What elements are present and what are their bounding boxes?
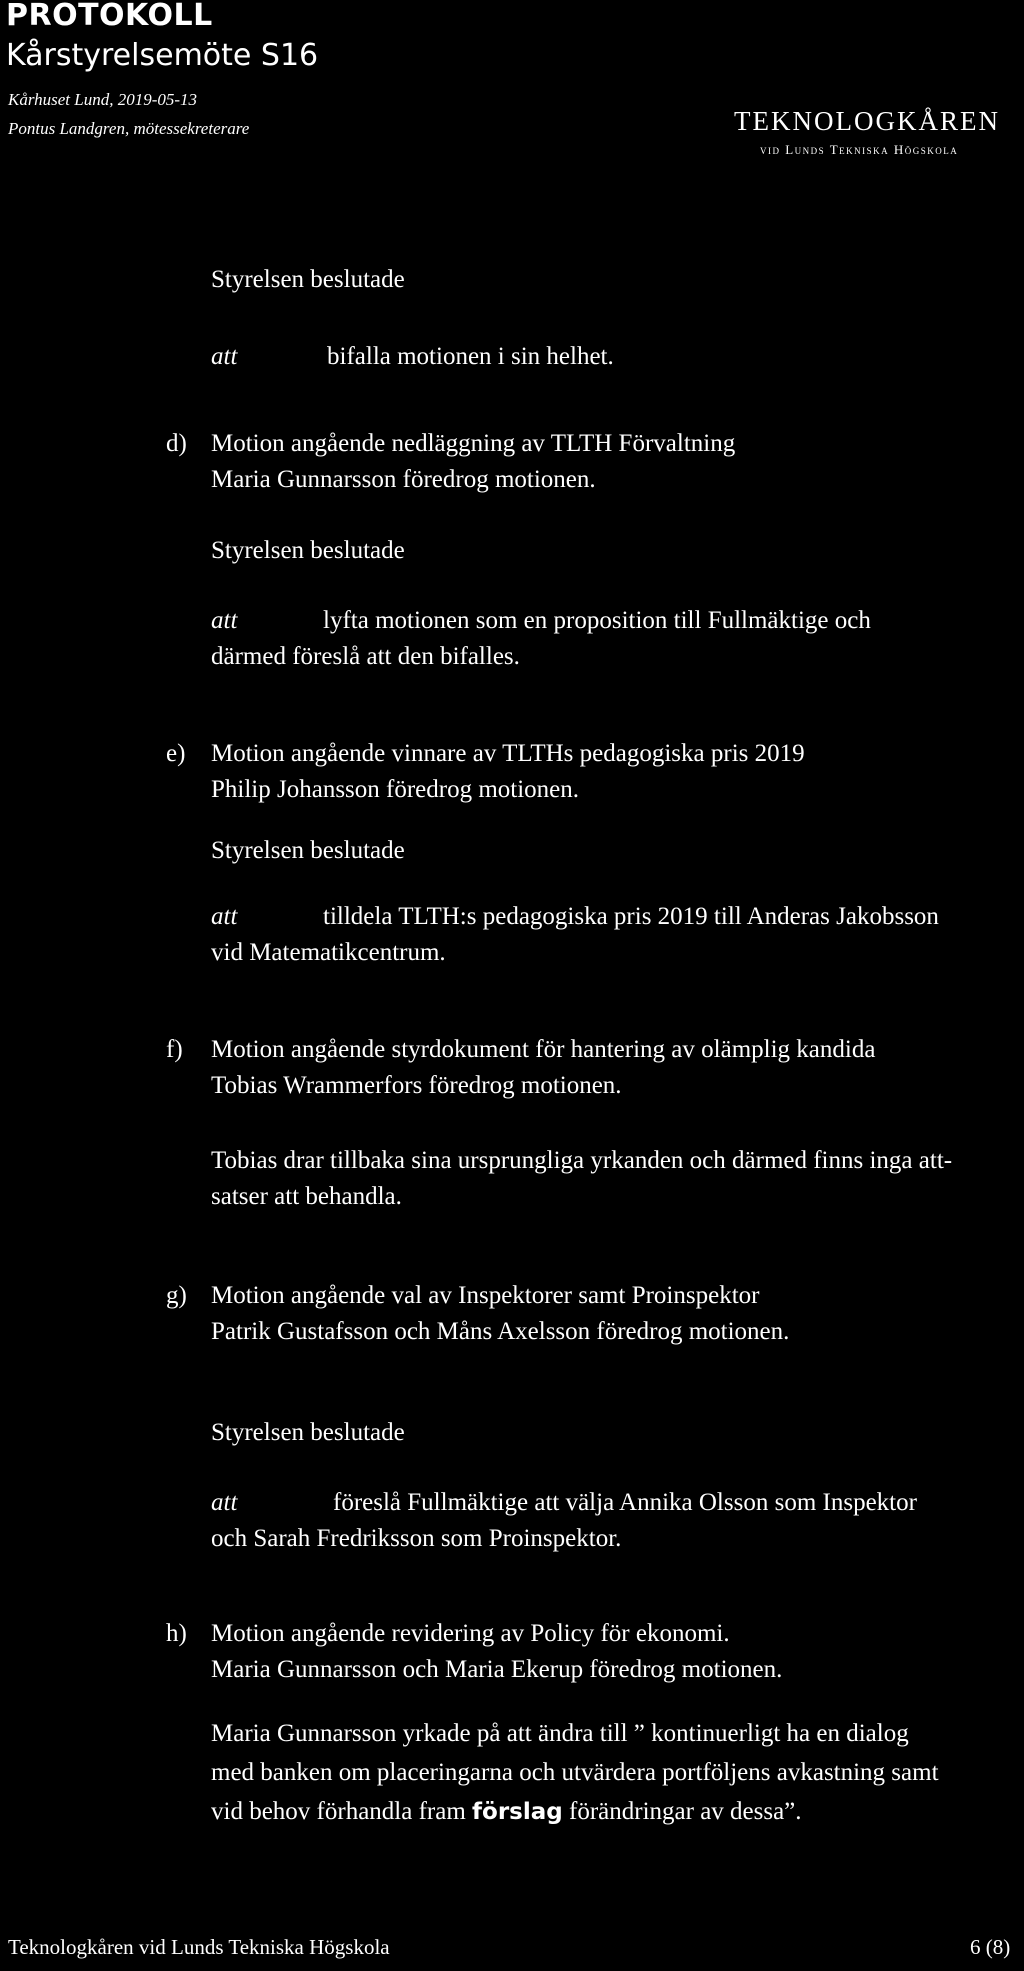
att-keyword: att bbox=[211, 343, 238, 370]
footer-organization: Teknologkåren vid Lunds Tekniska Högskola bbox=[8, 1935, 390, 1959]
motion-title: Motion angående styrdokument för hantering av olämplig kandida bbox=[211, 1036, 876, 1063]
discussion-note bbox=[211, 1798, 802, 1826]
note-text: vid behov förhandla fram bbox=[211, 1798, 473, 1825]
item-label: h) bbox=[166, 1620, 187, 1647]
decision-intro: Styrelsen beslutade bbox=[211, 537, 405, 564]
motion-presenter: Philip Johansson föredrog motionen. bbox=[211, 776, 580, 803]
discussion-note: med banken om placeringarna och utvärdera portföljens avkastning samt bbox=[211, 1759, 939, 1786]
page-number: 6 (8) bbox=[970, 1935, 1011, 1959]
document-title: PROTOKOLL bbox=[6, 0, 213, 33]
org-logo-name: TEKNOLOGKÅREN bbox=[734, 106, 1000, 136]
item-label: f) bbox=[166, 1036, 183, 1063]
discussion-note: satser att behandla. bbox=[211, 1183, 402, 1210]
discussion-note: Tobias drar tillbaka sina ursprungliga yrkanden och därmed finns inga att- bbox=[211, 1147, 953, 1174]
decision-text: vid Matematikcentrum. bbox=[211, 939, 446, 966]
org-logo-subtitle: vid Lunds Tekniska Högskola bbox=[760, 142, 959, 157]
motion-presenter: Patrik Gustafsson och Måns Axelsson föredrog motionen. bbox=[211, 1318, 790, 1345]
item-label: g) bbox=[166, 1282, 187, 1309]
motion-title: Motion angående nedläggning av TLTH Förvaltning bbox=[211, 430, 736, 457]
decision-intro: Styrelsen beslutade bbox=[211, 1419, 405, 1446]
discussion-note: Maria Gunnarsson yrkade på att ändra till ” kontinuerligt ha en dialog bbox=[211, 1720, 909, 1747]
decision-text: lyfta motionen som en proposition till Fullmäktige och bbox=[323, 607, 871, 634]
decision-intro: Styrelsen beslutade bbox=[211, 266, 405, 293]
note-text: förändringar av dessa”. bbox=[562, 1798, 802, 1825]
decision-text: och Sarah Fredriksson som Proinspektor. bbox=[211, 1525, 622, 1552]
motion-title: Motion angående vinnare av TLTHs pedagogiska pris 2019 bbox=[211, 740, 805, 767]
motion-presenter: Maria Gunnarsson och Maria Ekerup föredrog motionen. bbox=[211, 1656, 783, 1683]
att-keyword: att bbox=[211, 1489, 238, 1516]
decision-text: därmed föreslå att den bifalles. bbox=[211, 643, 520, 670]
meeting-location-date: Kårhuset Lund, 2019-05-13 bbox=[8, 90, 198, 109]
decision-intro: Styrelsen beslutade bbox=[211, 837, 405, 864]
motion-title: Motion angående revidering av Policy för ekonomi. bbox=[211, 1620, 730, 1647]
att-keyword: att bbox=[211, 903, 238, 930]
decision-text: bifalla motionen i sin helhet. bbox=[327, 343, 614, 370]
meeting-subtitle: Kårstyrelsemöte S16 bbox=[6, 38, 319, 73]
att-keyword: att bbox=[211, 607, 238, 634]
decision-text: tilldela TLTH:s pedagogiska pris 2019 till Anderas Jakobsson bbox=[323, 903, 939, 930]
item-label: d) bbox=[166, 430, 187, 457]
item-label: e) bbox=[166, 740, 186, 767]
motion-title: Motion angående val av Inspektorer samt Proinspektor bbox=[211, 1282, 760, 1309]
motion-presenter: Tobias Wrammerfors föredrog motionen. bbox=[211, 1072, 622, 1099]
meeting-secretary: Pontus Landgren, mötessekreterare bbox=[8, 119, 250, 138]
motion-presenter: Maria Gunnarsson föredrog motionen. bbox=[211, 466, 596, 493]
decision-text: föreslå Fullmäktige att välja Annika Olsson som Inspektor bbox=[333, 1489, 917, 1516]
note-bold-word: förslag bbox=[472, 1799, 563, 1825]
